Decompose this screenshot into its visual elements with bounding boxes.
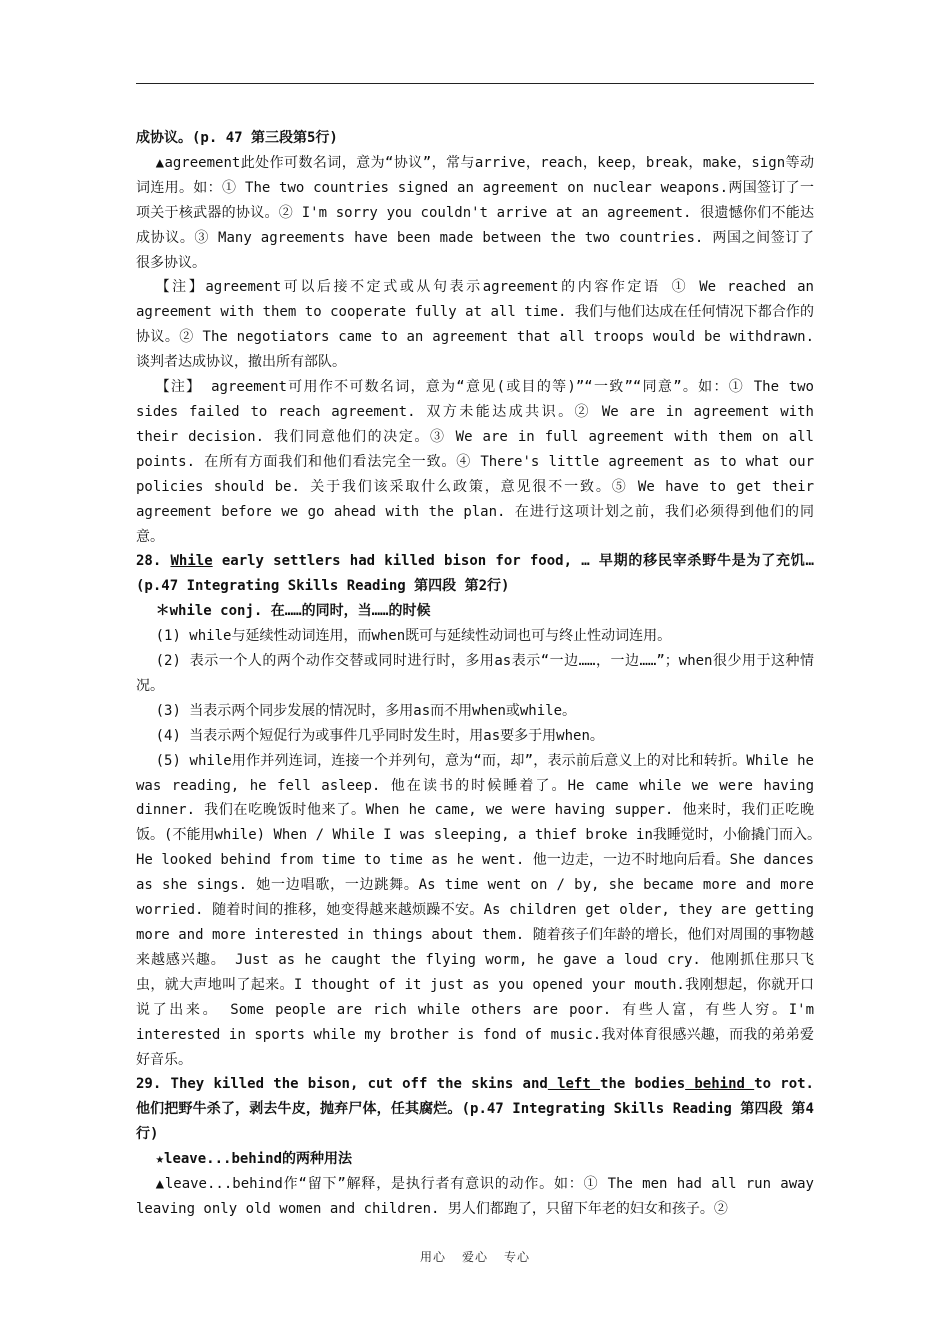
document-body [136,126,842,1222]
page-footer [0,1248,950,1265]
leave-behind-usage: ▲leave...behind作“留下”解释，是执行者有意识的动作。如：① The men had all run away leaving only old women and children. 男人们都跑了，只留下年老的妇女和孩子。② [136,1176,814,1217]
item-29-text-a: 29. They killed the bison, cut off the skins and [136,1076,548,1093]
rule-4: (4) 当表示两个短促行为或事件几乎同时发生时，用as要多于用when。 [155,727,604,744]
rule-3: (3) 当表示两个同步发展的情况时，多用as而不用when或while。 [155,702,577,719]
item-number: 28. [136,553,171,570]
item-29-text-c: to rot. 他们把野牛杀了，剥去牛皮，抛弃尸体，任其腐烂。(p.47 Integrating Skills Reading 第四段 第4行) [136,1076,814,1143]
rule-2: (2) 表示一个人的两个动作交替或同时进行时，多用as表示“一边……，一边……”；when很少用于这种情况。 [136,653,814,694]
keyword-left: left [547,1076,601,1093]
item-28-heading [136,549,814,599]
keyword-while: While [170,553,213,570]
item-28-text: early settlers had killed bison for food, … 早期的移民宰杀野牛是为了充饥… (p.47 Integrating Skills Reading 第四段 第2行) [136,553,814,595]
footer-word-3: 专心 [504,1250,531,1264]
footer-word-1: 用心 [419,1250,446,1264]
paragraph-note-infinitive: 【注】agreement可以后接不定式或从句表示agreement的内容作定语 ① We reached an agreement with them to cooperate fully at all time. 我们与他们达成在任何情况下都合作的协议。② The negotiators came to an agreement that all troops would be withdrawn. 谈判者达成协议，撤出所有部队。 [136,279,814,371]
rule-1: (1) while与延续性动词连用，而when既可与延续性动词也可与终止性动词连用。 [155,628,672,645]
header-rule [136,83,814,84]
paragraph-agreement-countable: ▲agreement此处作可数名词，意为“协议”，常与arrive，reach，keep，break，make，sign等动词连用。如：① The two countries signed an agreement on nuclear weapons.两国签订了一项关于核武器的协议。② I'm sorry you couldn't arrive at an agreement. 很遗憾你们不能达成协议。③ Many agreements have been made between the two countries. 两国之间签订了很多协议。 [136,154,814,271]
paragraph-note-uncountable: 【注】 agreement可用作不可数名词，意为“意见(或目的等)”“一致”“同意”。如：① The two sides failed to reach agreement. 双方未能达成共识。② We are in agreement with their decision. 我们同意他们的决定。③ We are in full agreement with them on all points. 在所有方面我们和他们看法完全一致。④ There's little agreement as to what our policies should be. 关于我们该采取什么政策，意见很不一致。⑤ We have to get their agreement before we go ahead with the plan. 在进行这项计划之前，我们必须得到他们的同意。 [136,379,814,545]
footer-word-2: 爱心 [461,1250,488,1264]
while-definition: ＊while conj. 在……的同时，当……的时候 [155,603,431,620]
rule-5-examples: (5) while用作并列连词，连接一个并列句，意为“而，却”，表示前后意义上的对比和转折。While he was reading, he fell asleep. 他在读书的时候睡着了。He came while we were having dinner. 我们在吃晚饭时他来了。When he came, we were having supper. 他来时，我们正吃晚饭。(不能用while) When / While I was sleeping, a thief broke in我睡觉时，小偷撬门而入。 He looked behind from time to time as he went. 他一边走，一边不时地向后看。She dances as she sings. 她一边唱歌，一边跳舞。As time went on / by, she became more and more worried. 随着时间的推移，她变得越来越烦躁不安。As children get older, they are getting more and more interested in things about them. 随着孩子们年龄的增长，他们对周围的事物越来越感兴趣。 Just as he caught the flying worm, he gave a loud cry. 他刚抓住那只飞虫，就大声地叫了起来。I thought of it just as you opened your mouth.我刚想起，你就开口说了出来。 Some people are rich while others are poor. 有些人富，有些人穷。I'm interested in sports while my brother is fond of music.我对体育很感兴趣，而我的弟弟爱好音乐。 [136,752,842,1068]
item-29-heading [136,1072,814,1147]
item-29-text-b: the bodies [600,1076,686,1093]
paragraph-source-ref: 成协议。(p. 47 第三段第5行) [136,130,338,146]
leave-behind-heading: ★leave...behind的两种用法 [155,1151,353,1168]
keyword-behind: behind [685,1076,755,1093]
